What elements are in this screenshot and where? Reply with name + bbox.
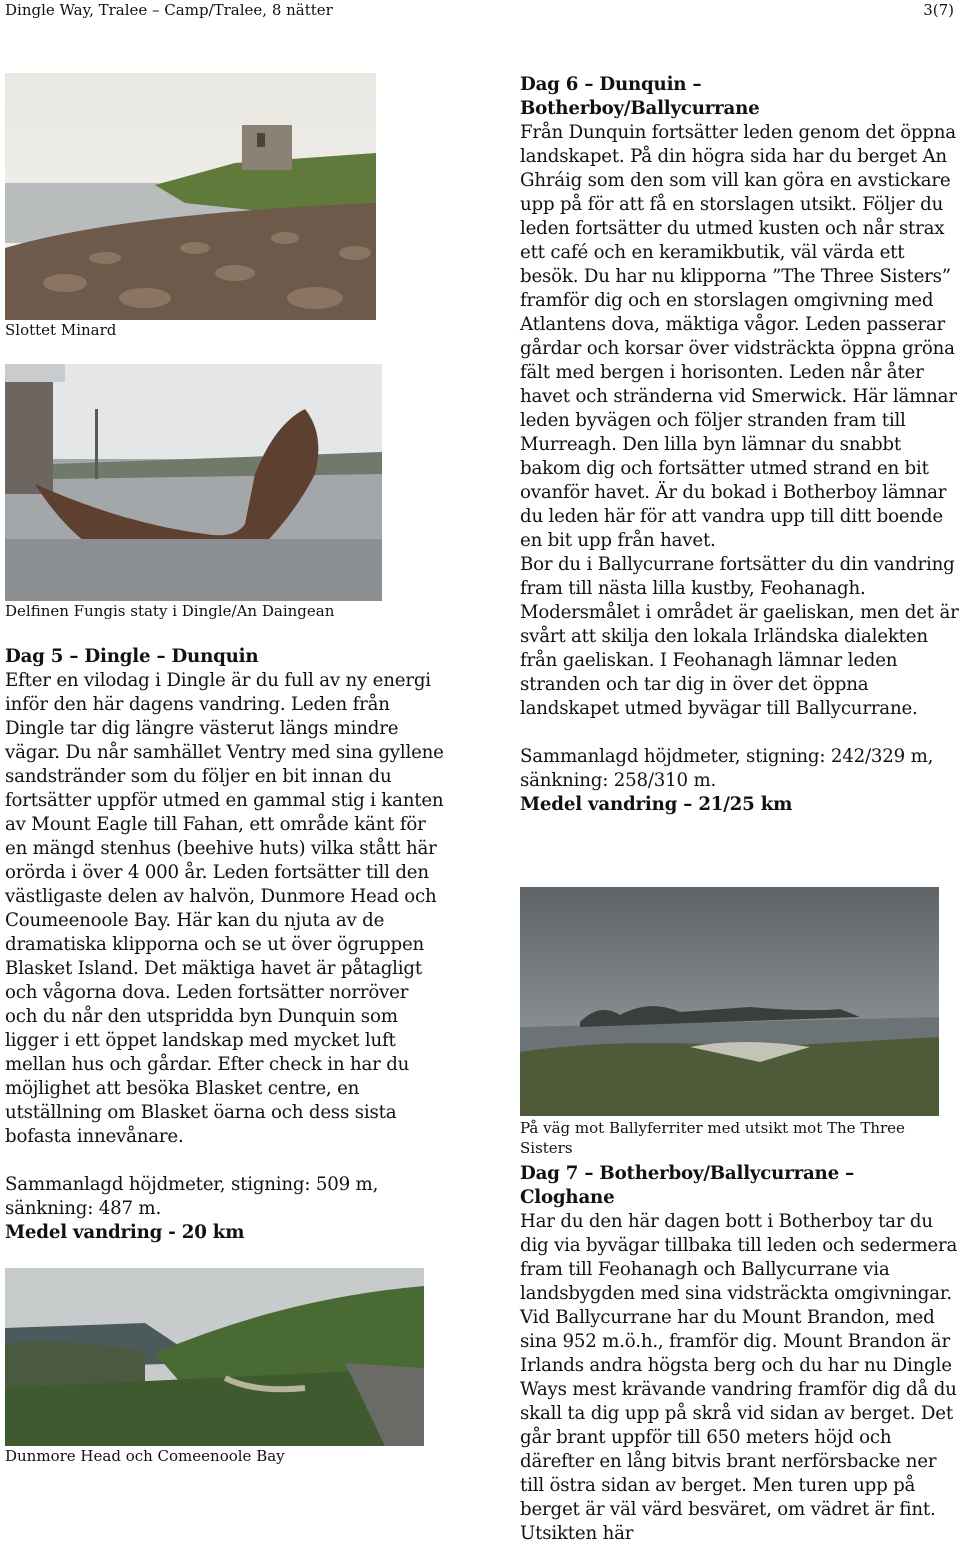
caption-three-sisters: På väg mot Ballyferriter med utsikt mot The Three Sisters	[520, 1119, 905, 1157]
caption-castle: Slottet Minard	[5, 321, 117, 339]
photo-dolphin-statue	[5, 364, 382, 601]
day5-body: Efter en vilodag i Dingle är du full av ny energi inför den här dagens vandring. Leden från Dingle tar dig längre västerut längs mindre vägar. Du når samhället Ventry med sina gyllene sandstränder som du följer en bit innan du fortsätter uppför utmed en gammal stig i kanten av Mount Eagle till Fahan, ett område känt för en mängd stenhus (beehive huts) vilka stått här orörda i över 4 000 år. Leden fortsätter till den västligaste delen av halvön, Dunmore Head och Coumeenoole Bay. Här kan du njuta av de dramatiska klipporna och se ut över ögruppen Blasket Island. Det mäktiga havet är påtagligt och vågorna dova. Leden fortsätter norröver och du når den utspridda byn Dunquin som ligger i ett öppet landskap med mycket luft mellan hus och gårdar. Efter check in har du möjlighet att besöka Blasket centre, en utställning om Blasket öarna och dess sista bofasta innevånare.	[5, 670, 444, 1147]
day6-body-ballycurrane: Bor du i Ballycurrane fortsätter du din vandring fram till nästa lilla kustby, Feohanagh. Modersmålet i området är gaeliskan, men det är svårt att skilja den lokala Irländska dialekten från gaeliskan. I Feohanagh lämnar leden stranden och tar dig in över det öppna landskapet utmed byvägar till Ballycurrane.	[520, 554, 959, 719]
day5-heading: Dag 5 – Dingle – Dunquin	[5, 646, 259, 667]
photo-castle-minard	[5, 73, 376, 320]
photo-dunmore-head	[5, 1268, 424, 1446]
day6-body: Från Dunquin fortsätter leden genom det öppna landskapet. På din högra sida har du berget An Ghráig som den som vill kan göra en avstickare upp på för att få en storslagen utsikt. Följer du leden fortsätter du utmed kusten och når strax ett café och en keramikbutik, väl värda ett besök. Du har nu klipporna ”The Three Sisters” framför dig och en storslagen omgivning med Atlantens dova, mäktiga vågor. Leden passerar gårdar och korsar över vidsträckta öppna gröna fält med bergen i horisonten. Leden når åter havet och stränderna vid Smerwick. Här lämnar leden byvägen och följer stranden fram till Murreagh. Den lilla byn lämnar du snabbt bakom dig och fortsätter utmed strand en bit ovanför havet. Är du bokad i Botherboy lämnar du leden här för att vandra upp till ditt boende en bit upp från havet.	[520, 122, 957, 551]
caption-dolphin: Delfinen Fungis staty i Dingle/An Daingean	[5, 602, 335, 620]
day6-stats: Sammanlagd höjdmeter, stigning: 242/329 m, sänkning: 258/310 m.	[520, 746, 934, 791]
day6-walk: Medel vandring – 21/25 km	[520, 794, 793, 815]
day5-walk: Medel vandring - 20 km	[5, 1222, 245, 1243]
day7-body: Har du den här dagen bott i Botherboy tar du dig via byvägar tillbaka till leden och sedermera fram till Feohanagh och Ballycurrane via landsbygden med sina vidsträckta omgivningar. Vid Ballycurrane har du Mount Brandon, med sina 952 m.ö.h., framför dig. Mount Brandon är Irlands andra högsta berg och du har nu Dingle Ways mest krävande vandring framför dig då du skall ta dig upp på skrå vid sidan av berget. Det går brant uppför till 650 meters höjd och därefter en lång bitvis brant nerförsbacke ner till östra sidan av berget. Men turen upp på berget är väl värd besväret, om vädret är fint. Utsikten här	[520, 1211, 958, 1544]
photo-three-sisters	[520, 887, 939, 1116]
document-title: Dingle Way, Tralee – Camp/Tralee, 8 nätter	[5, 1, 333, 19]
caption-dunmore: Dunmore Head och Comeenoole Bay	[5, 1447, 285, 1465]
day5-stats: Sammanlagd höjdmeter, stigning: 509 m, sänkning: 487 m.	[5, 1174, 379, 1219]
page-number: 3(7)	[923, 1, 954, 19]
day6-section	[520, 73, 960, 817]
day7-section	[520, 1162, 960, 1546]
day6-heading: Dag 6 – Dunquin – Botherboy/Ballycurrane	[520, 74, 760, 119]
day7-heading: Dag 7 – Botherboy/Ballycurrane – Cloghane	[520, 1163, 854, 1208]
day5-section	[5, 645, 445, 1245]
